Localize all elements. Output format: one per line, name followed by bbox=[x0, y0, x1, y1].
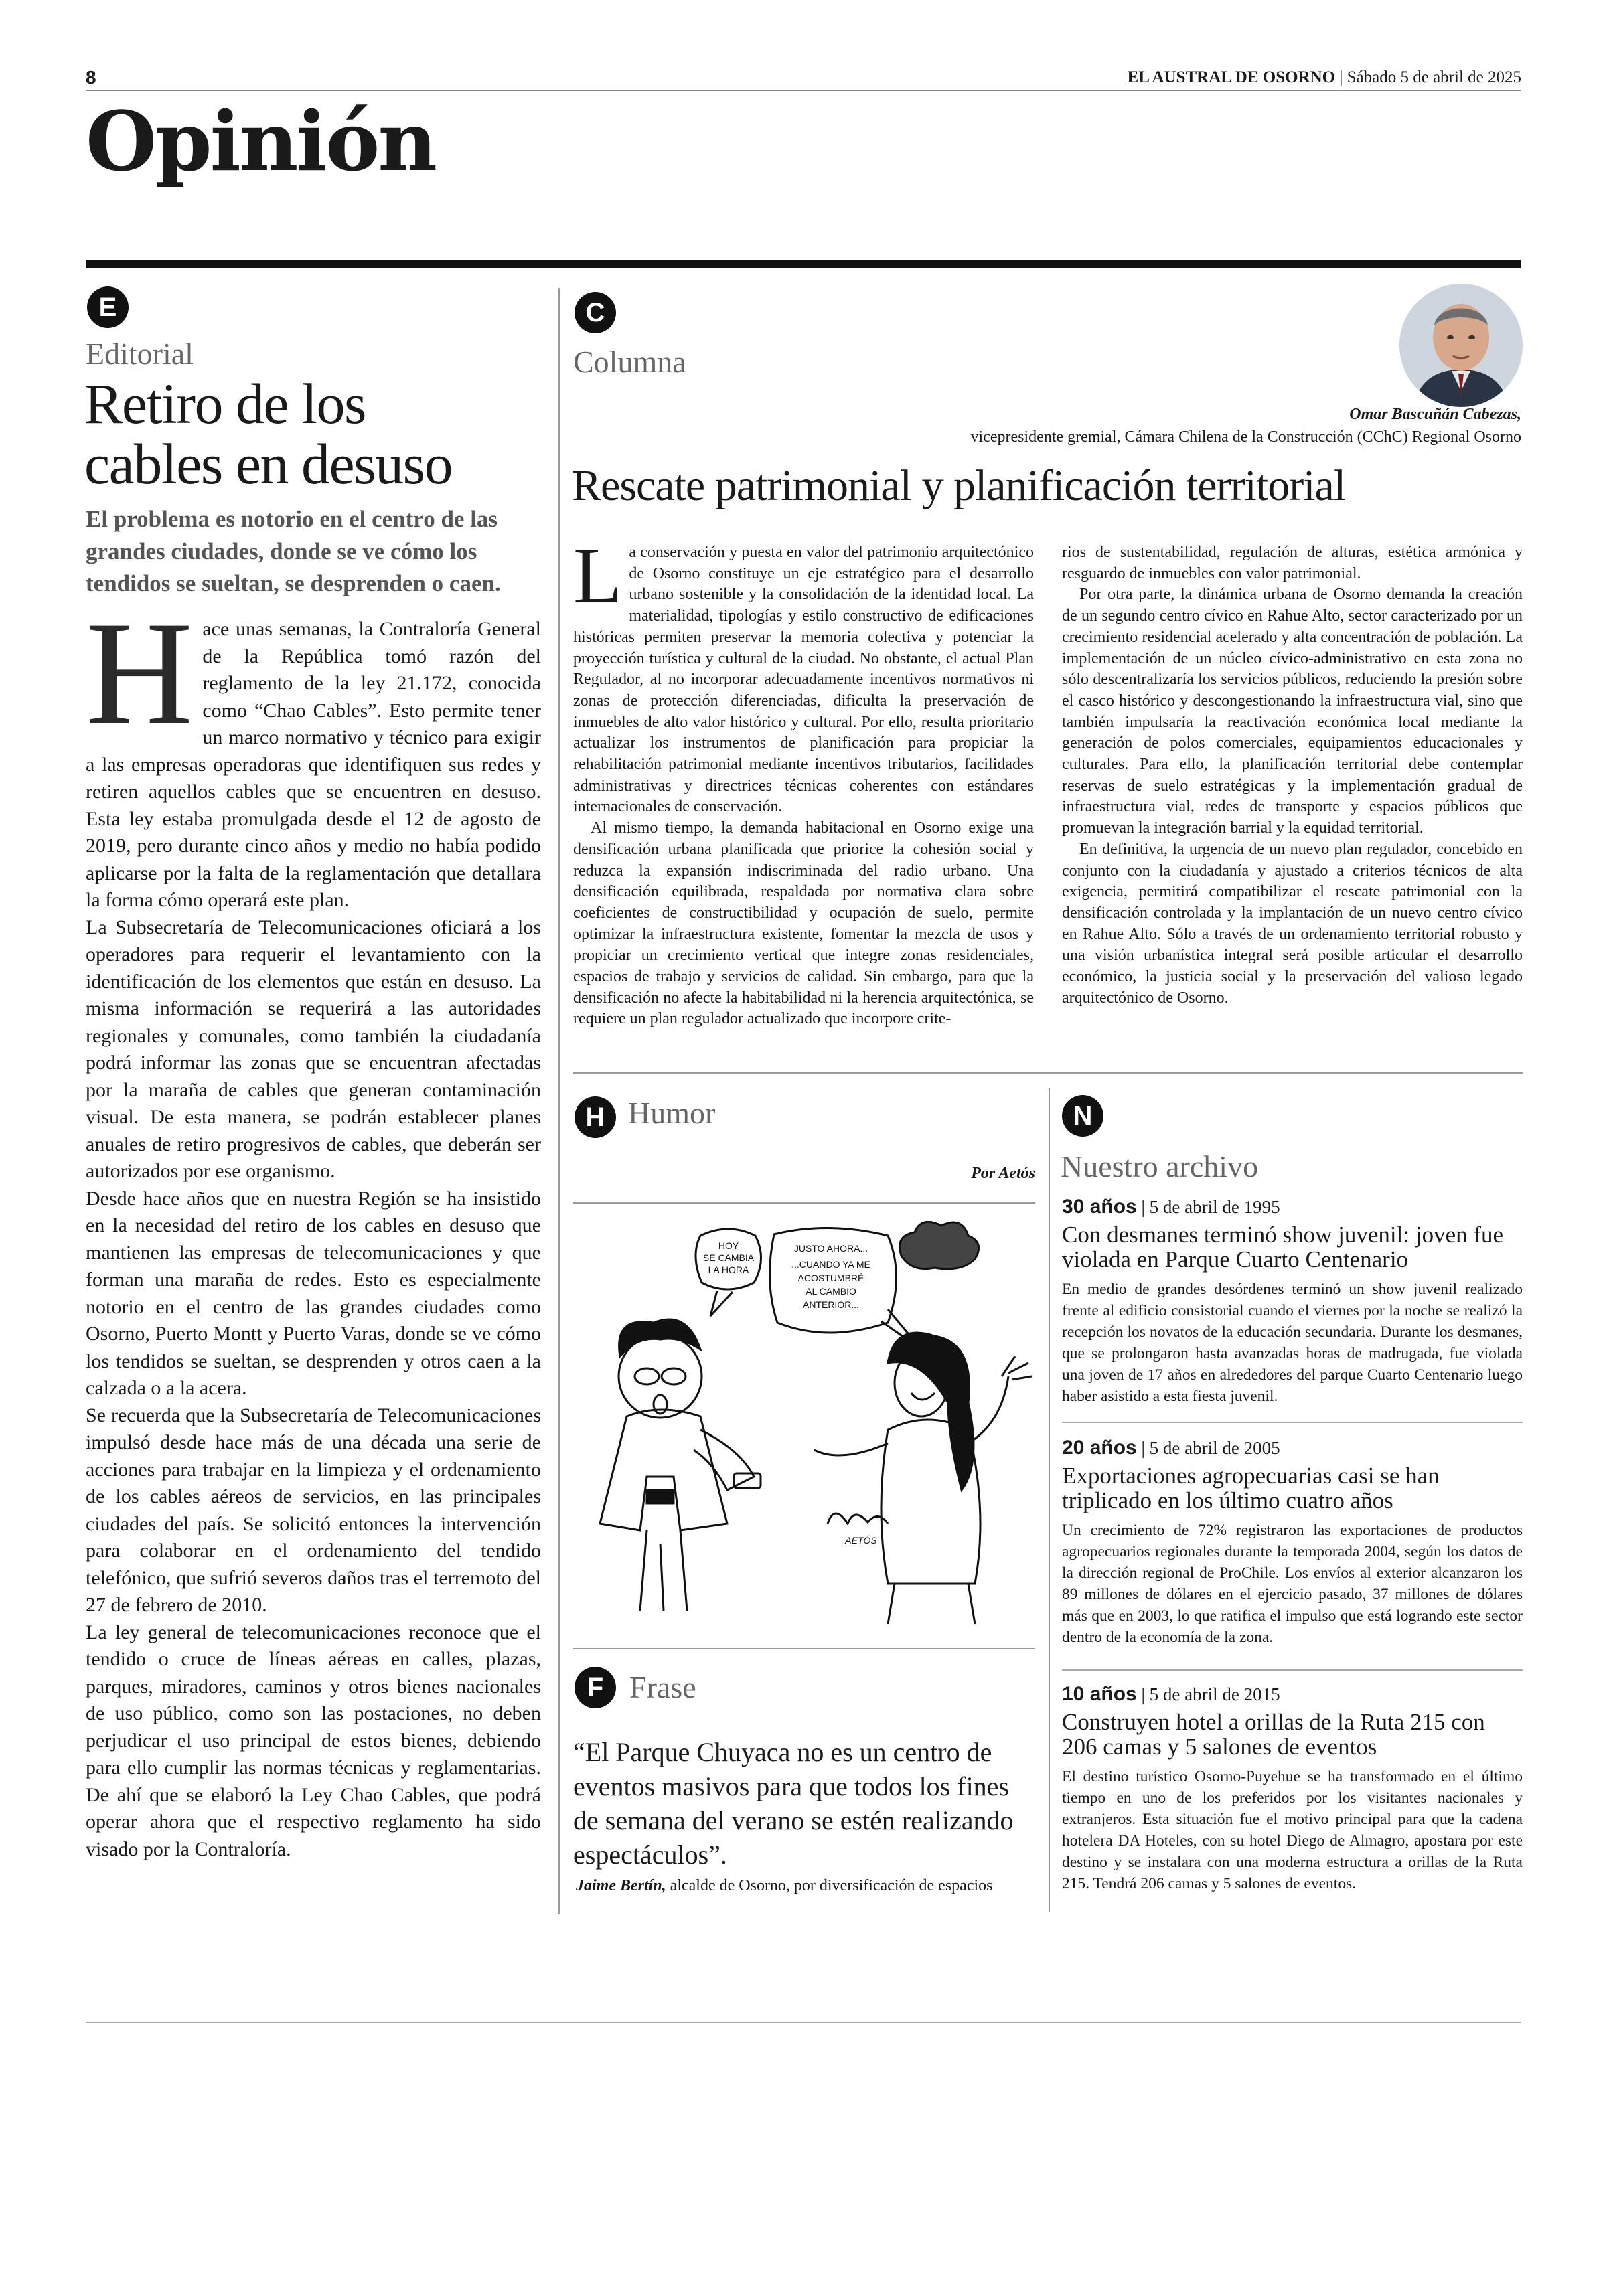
archive-item bbox=[1062, 1437, 1523, 1648]
archive-item bbox=[1062, 1196, 1523, 1407]
column-author-name: Omar Bascuñán Cabezas, bbox=[1349, 406, 1521, 423]
column-text-col1 bbox=[573, 531, 1034, 1030]
column-dropcap: L bbox=[573, 531, 623, 620]
editorial-paragraph: La ley general de telecomunicaciones reconoce que el tendido o cruce de líneas aéreas en calles, plazas, parques, miradores, caminos y otros bienes nacionales de uso público, como son las postaciones, no deben perjudicar el uso principal de estos bienes, debiendo para ello cumplir las normas técnicas y reglamentarias. De ahí que se elaboró la Ley Chao Cables, que podrá operar ahora que el respectivo reglamento ha sido visado por la Contraloría. bbox=[86, 1621, 541, 1860]
frase-quote: “El Parque Chuyaca no es un centro de eventos masivos para que todos los fines de semana del verano se estén realizando espectáculos”. bbox=[573, 1737, 1014, 1870]
frase-author-detail: alcalde de Osorno, por diversificación de espacios bbox=[670, 1877, 993, 1894]
editorial-body bbox=[86, 591, 541, 1863]
column-author-role: vicepresidente gremial, Cámara Chilena de la Construcción (CChC) Regional Osorno bbox=[970, 428, 1521, 446]
archive-headline: Con desmanes terminó show juvenil: joven fue violada en Parque Cuarto Centenario bbox=[1062, 1222, 1504, 1273]
humor-cartoon bbox=[573, 1209, 1035, 1637]
cartoon-illustration bbox=[573, 1209, 1035, 1637]
archive-year-line: 10 años | 5 de abril de 2015 bbox=[1062, 1683, 1280, 1705]
frase-badge: F bbox=[575, 1667, 616, 1708]
author-portrait-icon bbox=[1399, 284, 1523, 407]
humor-kicker: Humor bbox=[628, 1096, 716, 1130]
column-bottom-rule bbox=[573, 1072, 1523, 1074]
archive-rule bbox=[1062, 1422, 1523, 1423]
archive-years: 20 años bbox=[1062, 1437, 1137, 1459]
archive-headline: Construyen hotel a orillas de la Ruta 215 con 206 camas y 5 salones de eventos bbox=[1062, 1709, 1485, 1760]
page-number: 8 bbox=[86, 67, 96, 88]
editorial-title bbox=[84, 374, 553, 494]
column-paragraph: a conservación y puesta en valor del patrimonio arquitectónico de Osorno constituye un eje estratégico para el desarrollo urbano sostenible y la consolidación de la identidad local. La materialidad, tipologías y estilo constructivo de edificaciones históricas permiten preservar la memoria colectiva y potenciar la proyección turística y cultural de la ciudad. No obstante, el actual Plan Regulador, al no incorporar adecuadamente incentivos normativos ni zonas de protección diferenciadas, dificulta la preservación de inmuebles de alto valor histórico y cultural. Por ello, resulta prioritario actualizar los instrumentos de planificación para propiciar la rehabilitación patrimonial mediante incentivos tributarios, facilidades administrativas y directrices técnicas coherentes con estándares internacionales de conservación. bbox=[573, 544, 1034, 816]
archive-item bbox=[1062, 1683, 1523, 1894]
cartoon-signature: AETÓS bbox=[845, 1535, 877, 1546]
humor-rule bbox=[573, 1202, 1035, 1204]
bubble2-line5: ANTERIOR... bbox=[802, 1299, 860, 1310]
frase-author: Jaime Bertín, bbox=[576, 1877, 666, 1894]
editorial-title-line1: Retiro de los bbox=[84, 372, 366, 436]
bubble1-line1: HOY bbox=[718, 1240, 739, 1251]
editorial-kicker: Editorial bbox=[86, 337, 194, 371]
column-title: Rescate patrimonial y planificación territorial bbox=[572, 461, 1346, 510]
footer-rule bbox=[86, 2022, 1521, 2023]
humor-byline: Por Aetós bbox=[971, 1165, 1035, 1182]
section-rule bbox=[86, 260, 1521, 268]
archive-date: 5 de abril de 2015 bbox=[1149, 1684, 1280, 1704]
archive-badge: N bbox=[1062, 1095, 1103, 1137]
bubble2-line2: ...CUANDO YA ME bbox=[791, 1259, 870, 1270]
archive-body: El destino turístico Osorno-Puyehue se ha transformado en el último tiempo en uno de los preferidos por los visitantes nacionales y extranjeros. Esta situación fue el motivo principal para que la cadena hotelera DA Hoteles, con su hotel Diego de Almagro, apostara por este destino y se instalara con una moderna estructura a orillas de la Ruta 215. Tendrá 206 camas y 5 salones de eventos. bbox=[1062, 1768, 1523, 1892]
archive-date: 5 de abril de 1995 bbox=[1149, 1197, 1280, 1217]
archive-rule bbox=[1062, 1669, 1523, 1671]
column-paragraph: Por otra parte, la dinámica urbana de Osorno demanda la creación de un segundo centro cívico en Rahue Alto, sector caracterizado por un crecimiento residencial acelerado y alta concentración de población. La implementación de un núcleo cívico-administrativo en esta zona no sólo descentralizaría los servicios públicos, reduciendo la presión sobre el casco histórico y descongestionando la infraestructura vial, sino que también impulsaría la reactivación económica local mediante la generación de polos comerciales, equipamientos educacionales y culturales. Para ello, la planificación territorial debe contemplar reservas de suelo estratégicas y la implementación gradual de infraestructura vial, redes de transporte y espacios públicos que promuevan la integración barrial y la equidad territorial. bbox=[1062, 586, 1523, 837]
editorial-deck: El problema es notorio en el centro de las grandes ciudades, donde se ve cómo los tendidos se sueltan, se desprenden o caen. bbox=[86, 506, 501, 596]
frase-attribution bbox=[576, 1877, 1038, 1895]
section-title: Opinión bbox=[86, 93, 436, 189]
column-divider-left bbox=[558, 288, 560, 1914]
storm-cloud bbox=[900, 1222, 979, 1268]
column-paragraph: En definitiva, la urgencia de un nuevo plan regulador, concebido en conjunto con la ciudadanía y ajustado a criterios técnicos de alta exigencia, permitirá compatibilizar el rescate patrimonial con la densificación controlada y la implantación de un nuevo centro cívico en Rahue Alto. Sólo a través de un ordenamiento territorial robusto y una visión urbanística integral será posible articular el desarrollo económico, la justicia social y la preservación del valioso legado arquitectónico de Osorno. bbox=[1062, 840, 1523, 1007]
bubble1-line3: LA HORA bbox=[708, 1264, 749, 1275]
column-badge: C bbox=[575, 292, 616, 333]
editorial-badge: E bbox=[87, 286, 129, 328]
masthead-date: Sábado 5 de abril de 2025 bbox=[1347, 68, 1521, 86]
archive-kicker: Nuestro archivo bbox=[1061, 1149, 1259, 1183]
bubble1-line2: SE CAMBIA bbox=[702, 1252, 755, 1263]
author-photo bbox=[1399, 284, 1523, 407]
editorial-paragraph: ace unas semanas, la Contraloría General de la República tomó razón del reglamento de la ley 21.172, conocida como “Chao Cables”. Esto permite tener un marco normativo y técnico para exigir a las empresas operadoras que identifiquen sus redes y retiren aquellos cables que se encuentren en desuso. Esta ley estaba promulgada desde el 12 de agosto de 2019, pero durante cinco años y medio no había podido aplicarse por la falta de la reglamentación que detallara la forma cómo operará este plan. bbox=[86, 618, 541, 911]
frase-kicker: Frase bbox=[629, 1670, 696, 1704]
masthead: EL AUSTRAL DE OSORNO | Sábado 5 de abril de 2025 bbox=[1127, 68, 1521, 86]
editorial-paragraph: Desde hace años que en nuestra Región se ha insistido en la necesidad del retiro de los cables en desuso que mantienen las empresas de telecomunicaciones y que forman una maraña de redes. Esto es especialmente notorio en el centro de las grandes ciudades como Osorno, Puerto Montt y Puerto Varas, donde se ve cómo los tendidos se sueltan, se desprenden y otros caen a la calzada o a la acera. bbox=[86, 1187, 541, 1399]
archive-headline: Exportaciones agropecuarias casi se han triplicado en los último cuatro años bbox=[1062, 1463, 1440, 1513]
archive-body: Un crecimiento de 72% registraron las exportaciones de productos agropecuarios regionales durante la temporada 2004, según los datos de la dirección regional de ProChile. Los envíos al exterior alcanzaron los 89 millones de dólares en el ejercicio pasado, 37 millones de dólares más que en 2003, lo que ratifica el impulso que está logrando este sector dentro de la economía de la zona. bbox=[1062, 1522, 1523, 1646]
editorial-title-line2: cables en desuso bbox=[84, 432, 453, 496]
archive-years: 30 años bbox=[1062, 1196, 1137, 1218]
masthead-brand: EL AUSTRAL DE OSORNO bbox=[1127, 68, 1336, 86]
archive-year-line: 30 años | 5 de abril de 1995 bbox=[1062, 1196, 1280, 1218]
bubble2-line1: JUSTO AHORA... bbox=[793, 1243, 868, 1254]
editorial-paragraph: La Subsecretaría de Telecomunicaciones oficiará a los operadores para requerir el levantamiento con la identificación de los elementos que están en desuso. La misma información se requerirá a las autoridades regionales y comunales, como también la ciudadanía podrá informar las zonas que se encuentran afectadas por la maraña de cables que generan contaminación visual. De esta manera, se podrán establecer planes anuales de retiro progresivos de cables, que deberán ser autorizados por ese organismo. bbox=[86, 916, 541, 1182]
bubble2-line3: ACOSTUMBRÉ bbox=[797, 1273, 864, 1283]
humor-badge: H bbox=[575, 1096, 616, 1138]
archive-date: 5 de abril de 2005 bbox=[1149, 1438, 1280, 1458]
column-paragraph: rios de sustentabilidad, regulación de alturas, estética armónica y resguardo de inmuebles con valor patrimonial. bbox=[1062, 544, 1523, 582]
archive-years: 10 años bbox=[1062, 1683, 1137, 1705]
header-rule bbox=[86, 90, 1521, 91]
bubble2-line4: AL CAMBIO bbox=[806, 1286, 856, 1297]
editorial-dropcap: H bbox=[86, 591, 194, 756]
column-text-col2 bbox=[1062, 542, 1523, 1009]
column-divider-right bbox=[1049, 1088, 1050, 1912]
column-kicker: Columna bbox=[573, 345, 686, 379]
editorial-paragraph: Se recuerda que la Subsecretaría de Telecomunicaciones impulsó desde hace más de una década una serie de acciones para trabajar en la limpieza y el ordenamiento de los cables aéreos de servicios, en las principales ciudades del país. Se solicitó entonces la intervención para colaborar en el ordenamiento del tendido telefónico, que sufrió severos daños tras el terremoto del 27 de febrero de 2010. bbox=[86, 1404, 541, 1616]
column-paragraph: Al mismo tiempo, la demanda habitacional en Osorno exige una densificación urbana planificada que priorice la cohesión social y reduzca la expansión indiscriminada del radio urbano. Una densificación equilibrada, respaldada por normativa clara sobre coeficientes de constructibilidad y ocupación de suelo, permite optimizar la infraestructura existente, fomentar la mezcla de usos y propiciar un crecimiento vertical que integre zonas residenciales, espacios de trabajo y servicios de calidad. Sin embargo, para que la densificación no afecte la habitabilidad ni la herencia arquitectónica, se requiere un plan regulador actualizado que incorpore crite- bbox=[573, 819, 1034, 1028]
archive-body: En medio de grandes desórdenes terminó un show juvenil realizado frente al edificio consistorial cuando el viernes por la noche se realizó la recepción los novatos de la educación secundaria. Durante los desmanes, que se prolongaron hasta avanzadas horas de madrugada, fue violada una joven de 17 años en alrededores del parque Cuarto Centenario luego haber asistido a esta fiesta juvenil. bbox=[1062, 1281, 1523, 1405]
frase-rule bbox=[573, 1648, 1035, 1649]
archive-year-line: 20 años | 5 de abril de 2005 bbox=[1062, 1437, 1280, 1459]
